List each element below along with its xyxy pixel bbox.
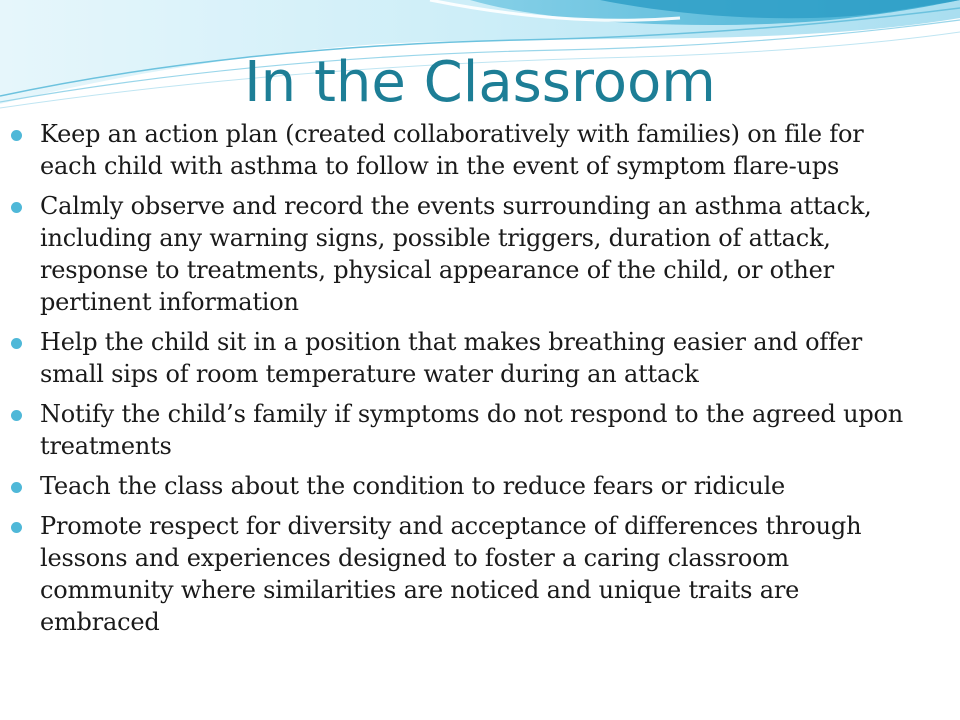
bullet-dot-icon (11, 410, 22, 421)
bullet-item (0, 398, 960, 462)
bullet-item (0, 118, 960, 182)
bullet-text: Promote respect for diversity and acceptance of differences through lessons and experiences designed to foster a caring classroom community where similarities are noticed and unique traits are embraced (40, 512, 862, 636)
bullet-item (0, 470, 960, 502)
bullet-text: Calmly observe and record the events surrounding an asthma attack, including any warning signs, possible triggers, duration of attack, response to treatments, physical appearance of the child, or other pertinent information (40, 192, 872, 316)
bullet-text: Keep an action plan (created collaboratively with families) on file for each child with asthma to follow in the event of symptom flare-ups (40, 120, 864, 180)
bullet-item (0, 510, 960, 638)
bullet-dot-icon (11, 130, 22, 141)
bullet-dot-icon (11, 338, 22, 349)
bullet-dot-icon (11, 482, 22, 493)
bullet-text: Help the child sit in a position that makes breathing easier and offer small sips of room temperature water during an attack (40, 328, 863, 388)
bullet-dot-icon (11, 202, 22, 213)
bullet-item (0, 326, 960, 390)
bullet-text: Teach the class about the condition to reduce fears or ridicule (40, 472, 786, 500)
bullet-dot-icon (11, 522, 22, 533)
bullet-text: Notify the child’s family if symptoms do not respond to the agreed upon treatments (40, 400, 904, 460)
slide-title: In the Classroom (244, 50, 716, 115)
bullet-list (0, 118, 960, 646)
bullet-item (0, 190, 960, 318)
